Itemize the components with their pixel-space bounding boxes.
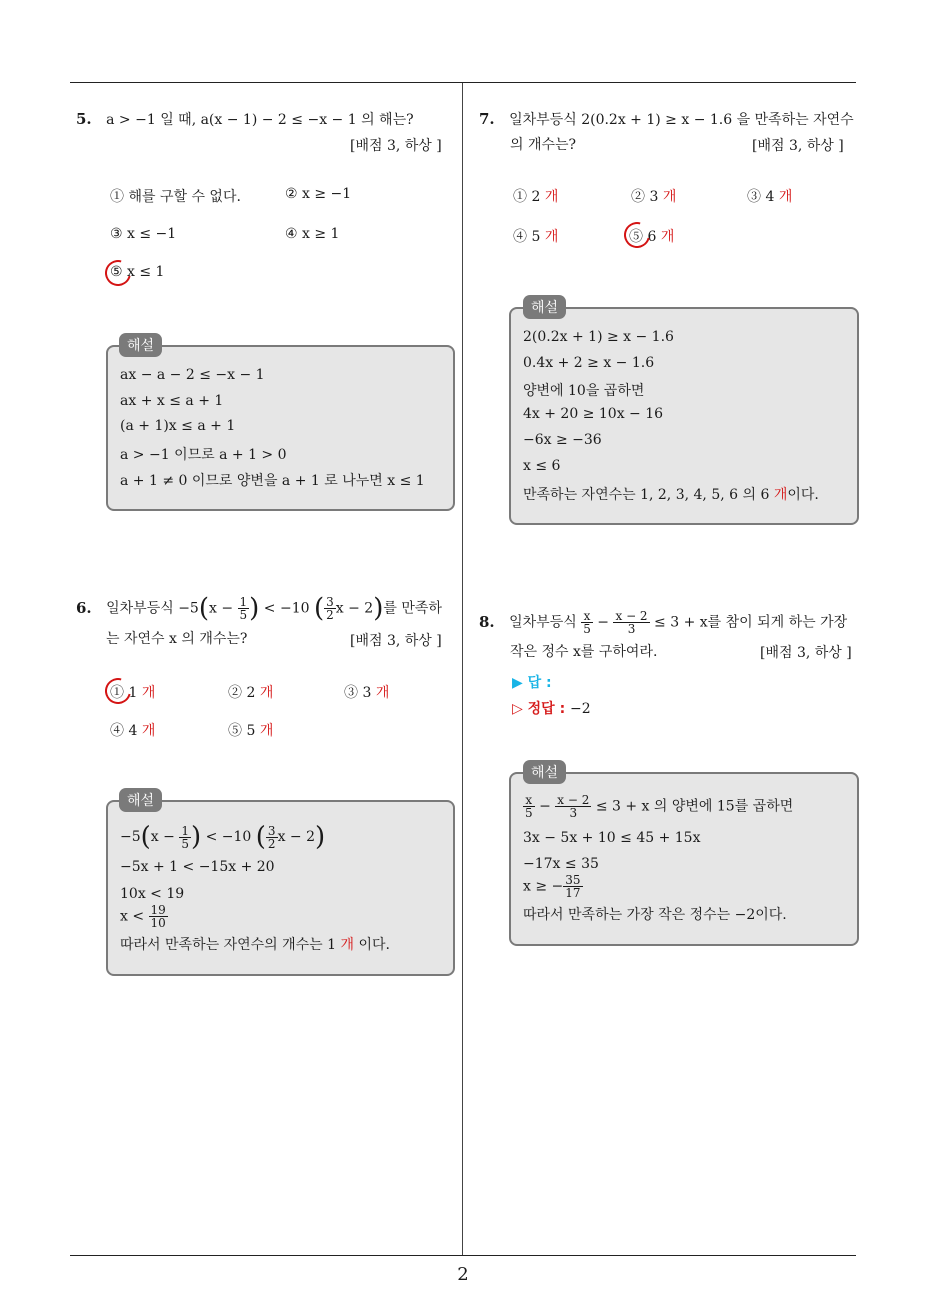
solution-line: 만족하는 자연수는 1, 2, 3, 4, 5, 6 의 6 개이다. — [523, 487, 819, 503]
score-label: [배점 3, 하상 ] — [350, 633, 442, 649]
solution-line: (a + 1)x ≤ a + 1 — [120, 418, 236, 434]
question-text-line2: 는 자연수 x 의 개수는? — [106, 631, 248, 647]
choice-1[interactable]: ① 2 개 — [513, 189, 559, 205]
solution-box — [509, 772, 859, 946]
solution-line: 따라서 만족하는 자연수의 개수는 1 개 이다. — [120, 937, 390, 953]
solution-line: a + 1 ≠ 0 이므로 양변을 a + 1 로 나누면 x ≤ 1 — [120, 473, 425, 489]
solution-box — [106, 345, 455, 511]
question-number: 8. — [479, 612, 495, 631]
choice-2[interactable]: ② x ≥ −1 — [285, 186, 352, 202]
solution-line: 3x − 5x + 10 ≤ 45 + 15x — [523, 830, 701, 846]
solution-line: x < $\frac{19}{10}$ — [120, 903, 166, 930]
score-label: [배점 3, 하상 ] — [760, 645, 852, 661]
question-8: 8. 일차부등식 $\frac{x}{5}$ − $\frac{x - 2}{3}$ ≤ 3 + x를 참이 되게 하는 가장 — [479, 609, 848, 636]
fraction: $\frac{x - 2}{3}$ — [615, 609, 648, 636]
question-text: a > −1 일 때, a(x − 1) − 2 ≤ −x − 1 의 해는? — [106, 112, 414, 128]
choice-2[interactable]: ② 3 개 — [631, 189, 677, 205]
solution-line: $\frac{x}{5}$ − $\frac{x - 2}{3}$ ≤ 3 + x 의 양변에 15를 곱하면 — [525, 793, 794, 820]
correct-answer-label: ▷ 정답 : −2 — [512, 701, 591, 717]
choice-3[interactable]: ③ 3 개 — [344, 685, 390, 701]
choice-4[interactable]: ④ x ≥ 1 — [285, 226, 340, 242]
solution-tag: 해설 — [523, 760, 566, 784]
question-text: 를 만족하 — [383, 600, 442, 617]
page-number: 2 — [457, 1264, 469, 1285]
choice-2[interactable]: ② 2 개 — [228, 685, 274, 701]
solution-line: x ≥ − $\frac{35}{17}$ — [523, 873, 581, 900]
answer-circle-mark — [100, 673, 136, 709]
question-number: 6. — [76, 598, 92, 617]
expr: x − 2 — [335, 600, 374, 617]
score-label: [배점 3, 하상 ] — [752, 138, 844, 154]
solution-line: −5x + 1 < −15x + 20 — [120, 859, 275, 875]
question-text-line2: 작은 정수 x를 구하여라. — [510, 644, 658, 660]
question-text: 일차부등식 — [509, 614, 577, 631]
expr: x − — [209, 600, 234, 617]
solution-line: ax − a − 2 ≤ −x − 1 — [120, 367, 265, 383]
solution-box — [106, 800, 455, 976]
choice-4[interactable]: ④ 5 개 — [513, 229, 559, 245]
fraction: $\frac{x}{5}$ — [583, 609, 591, 636]
solution-tag: 해설 — [523, 295, 566, 319]
solution-line: 양변에 10을 곱하면 — [523, 383, 645, 399]
solution-line: x ≤ 6 — [523, 458, 561, 474]
column-divider — [462, 83, 463, 1255]
question-number: 5. — [76, 110, 92, 128]
top-rule — [70, 82, 856, 83]
fraction: $\frac{3}{2}$ — [326, 595, 334, 622]
solution-line: 따라서 만족하는 가장 작은 정수는 −2이다. — [523, 907, 787, 923]
choice-5[interactable]: ⑤ 6 개 — [629, 229, 675, 245]
solution-line: −17x ≤ 35 — [523, 856, 599, 872]
choice-5[interactable]: ⑤ 5 개 — [228, 723, 274, 739]
solution-line: ax + x ≤ a + 1 — [120, 393, 224, 409]
solution-line: −5(x − $\frac{1}{5}$ ) < −10 ( $\frac{3}{2}$ x − 2) — [120, 822, 326, 852]
choice-1[interactable]: ① 1 개 — [110, 685, 156, 701]
bottom-rule — [70, 1255, 856, 1256]
choice-4[interactable]: ④ 4 개 — [110, 723, 156, 739]
solution-tag: 해설 — [119, 788, 162, 812]
choice-1[interactable]: ① 해를 구할 수 없다. — [110, 189, 241, 205]
answer-input-label[interactable]: ▶ 답 : — [512, 675, 552, 691]
question-text: 일차부등식 2(0.2x + 1) ≥ x − 1.6 을 만족하는 자연수 — [509, 112, 854, 128]
solution-line: 4x + 20 ≥ 10x − 16 — [523, 406, 664, 422]
choice-3[interactable]: ③ 4 개 — [747, 189, 793, 205]
solution-line: 0.4x + 2 ≥ x − 1.6 — [523, 355, 655, 371]
expr: < −10 — [263, 600, 310, 617]
question-number: 7. — [479, 110, 495, 128]
question-text: 일차부등식 −5 — [106, 600, 199, 617]
question-6: 6. 일차부등식 −5(x − $\frac{1}{5}$ ) < −10 ( $\frac{3}{2}$ x − 2)를 만족하 — [76, 593, 442, 624]
solution-line: 2(0.2x + 1) ≥ x − 1.6 — [523, 329, 674, 345]
question-7 — [479, 108, 854, 131]
solution-tag: 해설 — [119, 333, 162, 357]
question-5 — [76, 108, 414, 131]
choice-3[interactable]: ③ x ≤ −1 — [110, 226, 177, 242]
solution-box — [509, 307, 859, 525]
fraction: $\frac{1}{5}$ — [239, 595, 248, 622]
score-label: [배점 3, 하상 ] — [350, 138, 442, 154]
solution-line: −6x ≥ −36 — [523, 432, 602, 448]
answer-circle-mark — [619, 217, 655, 253]
solution-line: a > −1 이므로 a + 1 > 0 — [120, 447, 287, 463]
question-text-line2: 의 개수는? — [510, 137, 577, 153]
question-text: ≤ 3 + x를 참이 되게 하는 가장 — [654, 614, 848, 631]
choice-5[interactable]: ⑤ x ≤ 1 — [110, 264, 165, 280]
solution-line: 10x < 19 — [120, 886, 185, 902]
answer-circle-mark — [100, 255, 136, 291]
